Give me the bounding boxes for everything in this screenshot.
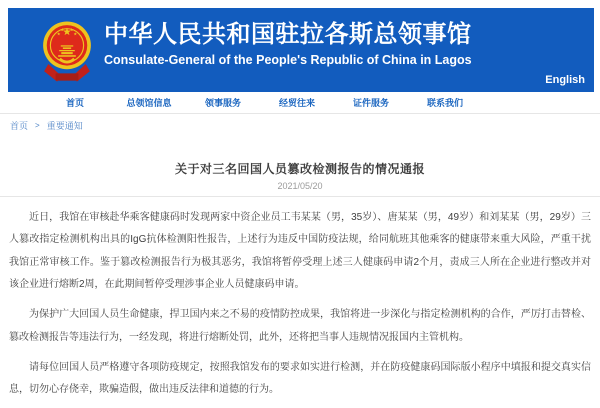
breadcrumb-home[interactable]: 首页 — [10, 120, 29, 131]
site-title-chinese: 中华人民共和国驻拉各斯总领事馆 — [104, 21, 472, 48]
nav-item-contact-us[interactable]: 联系我们 — [426, 98, 463, 108]
breadcrumb-current[interactable]: 重要通知 — [46, 120, 83, 131]
nav-item-consular-services[interactable]: 领事服务 — [204, 98, 241, 108]
language-switch-english[interactable]: English — [545, 74, 585, 86]
article-title: 关于对三名回国人员篡改检测报告的情况通报 — [174, 162, 425, 176]
article-date: 2021/05/20 — [277, 181, 323, 191]
divider-under-date — [0, 196, 600, 197]
breadcrumb-separator-icon: > — [35, 120, 40, 130]
nav-item-economy-trade[interactable]: 经贸往来 — [278, 98, 315, 108]
nav-item-document-services[interactable]: 证件服务 — [352, 98, 389, 108]
nav-item-home[interactable]: 首页 — [65, 98, 84, 108]
article-paragraph-1: 近日，我馆在审核赴华乘客健康码时发现两家中资企业员工韦某某（男，35岁）、唐某某（男，49岁）和刘某某（男，29岁）三人篡改指定检测机构出具的IgG抗体检测阳性报告，上述行为违反中国防疫法规，给同航班其他乘客的健康带来重大风险，严重干扰我馆正常审核工作。鉴于篡改检测报告行为极其恶劣，我馆将暂停受理上述三人健康码申请2个月，责成三人所在企业进行整改并对该企业进行熔断2周，在此期间暂停受理涉事企业人员健康码申请。 — [9, 212, 591, 291]
breadcrumb — [10, 114, 83, 136]
divider-under-nav — [0, 113, 600, 114]
site-title-block — [104, 20, 472, 67]
header-banner — [8, 8, 594, 92]
china-national-emblem-icon — [40, 15, 94, 85]
article-body — [9, 201, 591, 408]
article-paragraph-2: 为保护广大回国人员生命健康，捍卫国内来之不易的疫情防控成果，我馆将进一步深化与指定检测机构的合作，严厉打击替检、篡改检测报告等违法行为，一经发现，将进行熔断处罚，此外，还将把当事人违规情况报国内主管机构。 — [9, 309, 591, 343]
article-paragraph-3: 请每位回国人员严格遵守各项防疫规定，按照我馆发布的要求如实进行检测，并在防疫健康码国际版小程序中填报和提交真实信息，切勿心存侥幸，欺骗造假，做出违反法律和道德的行为。 — [9, 361, 591, 396]
main-nav — [8, 92, 594, 113]
nav-item-consulate-info[interactable]: 总领馆信息 — [126, 98, 172, 108]
site-title-english: Consulate-General of the People's Republic of China in Lagos — [104, 53, 472, 67]
